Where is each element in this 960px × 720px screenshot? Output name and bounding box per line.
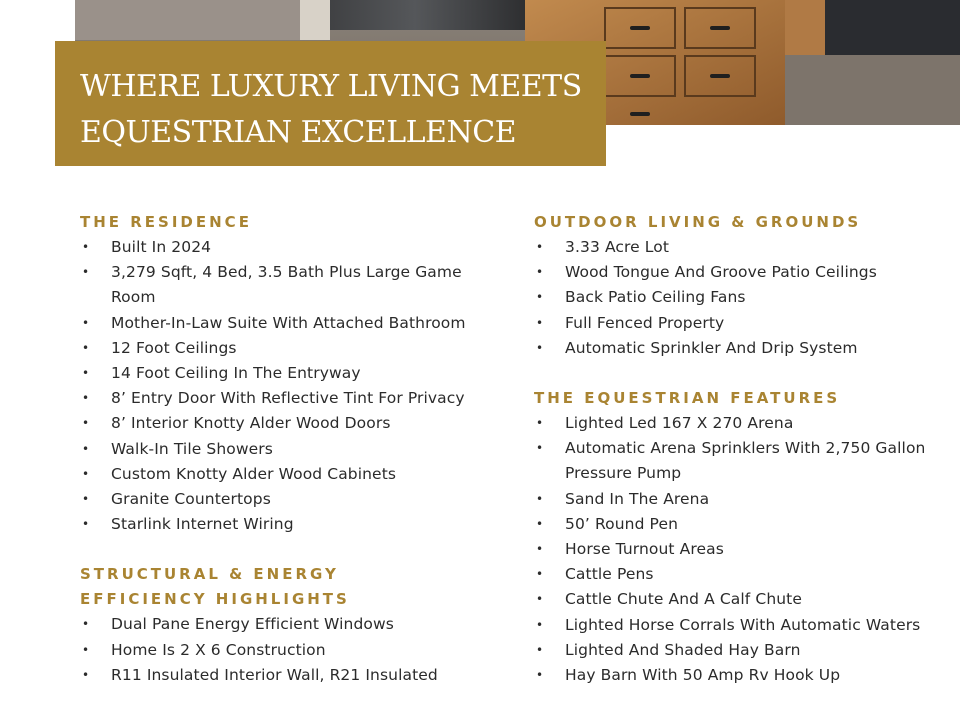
bullet-icon: • xyxy=(536,240,544,254)
bullet-icon: • xyxy=(82,315,90,330)
bullet-icon: • xyxy=(82,416,90,431)
list-item xyxy=(80,361,510,386)
bullet-icon: • xyxy=(82,366,90,381)
residence-list xyxy=(80,235,510,537)
bullet-icon: • xyxy=(536,315,544,330)
list-item xyxy=(534,260,954,285)
list-item xyxy=(534,562,954,587)
bullet-icon: • xyxy=(82,240,90,254)
list-item xyxy=(80,235,510,260)
structural-list xyxy=(80,612,510,688)
list-item xyxy=(80,462,510,487)
bullet-icon: • xyxy=(82,642,90,657)
headline-banner xyxy=(55,41,606,166)
outdoor-list xyxy=(534,235,954,361)
list-item xyxy=(80,411,510,436)
bullet-icon: • xyxy=(536,542,544,557)
list-item-text: Full Fenced Property xyxy=(565,313,725,332)
list-item-text: Starlink Internet Wiring xyxy=(111,515,294,534)
structural-heading-line-1: STRUCTURAL & ENERGY xyxy=(80,565,339,584)
list-item-text: Automatic Sprinkler And Drip System xyxy=(565,338,858,357)
bullet-icon: • xyxy=(536,340,544,355)
list-item-text: 12 Foot Ceilings xyxy=(111,338,237,357)
list-item-text: Lighted Led 167 X 270 Arena xyxy=(565,414,794,433)
list-item xyxy=(534,285,954,310)
structural-heading-line-2: EFFICIENCY HIGHLIGHTS xyxy=(80,590,350,609)
list-item-text: Sand In The Arena xyxy=(565,489,710,508)
headline-line-1: WHERE LUXURY LIVING MEETS xyxy=(80,69,582,104)
right-column xyxy=(534,210,954,688)
bullet-icon: • xyxy=(536,516,544,531)
list-item-text: Walk-In Tile Showers xyxy=(111,439,273,458)
bullet-icon: • xyxy=(536,441,544,456)
list-item-text: 3,279 Sqft, 4 Bed, 3.5 Bath Plus Large Game Room xyxy=(111,263,462,307)
list-item-text: 8’ Entry Door With Reflective Tint For Privacy xyxy=(111,389,465,408)
list-item xyxy=(80,311,510,336)
list-item xyxy=(534,663,954,688)
bullet-icon: • xyxy=(536,567,544,582)
list-item-text: Lighted And Shaded Hay Barn xyxy=(565,640,801,659)
equestrian-heading: THE EQUESTRIAN FEATURES xyxy=(534,389,841,408)
list-item xyxy=(534,411,954,436)
spacer xyxy=(80,537,510,562)
list-item xyxy=(80,260,510,310)
structural-heading xyxy=(80,562,510,612)
bullet-icon: • xyxy=(536,642,544,657)
bullet-icon: • xyxy=(536,592,544,607)
outdoor-heading: OUTDOOR LIVING & GROUNDS xyxy=(534,213,862,231)
bullet-icon: • xyxy=(82,340,90,355)
bullet-icon: • xyxy=(82,492,90,507)
list-item xyxy=(534,587,954,612)
list-item xyxy=(534,613,954,638)
list-item xyxy=(534,537,954,562)
list-item xyxy=(80,638,510,663)
list-item-text: R11 Insulated Interior Wall, R21 Insulated xyxy=(111,665,438,684)
list-item xyxy=(80,336,510,361)
list-item xyxy=(80,437,510,462)
list-item-text: 8’ Interior Knotty Alder Wood Doors xyxy=(111,414,391,433)
bullet-icon: • xyxy=(536,491,544,506)
list-item xyxy=(534,512,954,537)
bullet-icon: • xyxy=(536,668,544,683)
list-item xyxy=(80,663,510,688)
bullet-icon: • xyxy=(82,265,90,280)
bullet-icon: • xyxy=(82,617,90,632)
list-item xyxy=(534,436,954,486)
list-item xyxy=(80,612,510,637)
list-item-text: Custom Knotty Alder Wood Cabinets xyxy=(111,464,397,483)
list-item xyxy=(534,336,954,361)
list-item xyxy=(534,487,954,512)
bullet-icon: • xyxy=(82,517,90,532)
list-item-text: Lighted Horse Corrals With Automatic Waters xyxy=(565,615,921,634)
list-item-text: Granite Countertops xyxy=(111,490,271,509)
list-item-text: Horse Turnout Areas xyxy=(565,540,724,559)
list-item-text: Hay Barn With 50 Amp Rv Hook Up xyxy=(565,666,841,685)
list-item xyxy=(534,311,954,336)
list-item-text: Automatic Arena Sprinklers With 2,750 Gallon Pressure Pump xyxy=(565,439,926,483)
bullet-icon: • xyxy=(536,416,544,431)
bullet-icon: • xyxy=(82,466,90,481)
list-item-text: Back Patio Ceiling Fans xyxy=(565,288,746,307)
list-item-text: Mother-In-Law Suite With Attached Bathroom xyxy=(111,313,466,332)
list-item-text: Wood Tongue And Groove Patio Ceilings xyxy=(565,263,877,282)
bullet-icon: • xyxy=(536,290,544,305)
list-item-text: Dual Pane Energy Efficient Windows xyxy=(111,615,394,634)
list-item xyxy=(80,487,510,512)
headline-line-2: EQUESTRIAN EXCELLENCE xyxy=(80,115,517,150)
list-item-text: Built In 2024 xyxy=(111,238,212,256)
bullet-icon: • xyxy=(82,391,90,406)
bullet-icon: • xyxy=(82,441,90,456)
residence-heading: THE RESIDENCE xyxy=(80,213,252,231)
list-item-text: Cattle Chute And A Calf Chute xyxy=(565,590,802,609)
bullet-icon: • xyxy=(82,667,90,682)
list-item-text: 50’ Round Pen xyxy=(565,514,679,533)
list-item-text: Cattle Pens xyxy=(565,565,654,584)
list-item xyxy=(534,235,954,260)
equestrian-list xyxy=(534,411,954,688)
bullet-icon: • xyxy=(536,265,544,280)
spacer xyxy=(534,361,954,386)
left-column xyxy=(80,210,510,688)
list-item-text: 14 Foot Ceiling In The Entryway xyxy=(111,364,361,383)
list-item-text: Home Is 2 X 6 Construction xyxy=(111,640,326,659)
list-item xyxy=(80,386,510,411)
list-item xyxy=(80,512,510,537)
list-item-text: 3.33 Acre Lot xyxy=(565,238,670,256)
list-item xyxy=(534,638,954,663)
bullet-icon: • xyxy=(536,617,544,632)
